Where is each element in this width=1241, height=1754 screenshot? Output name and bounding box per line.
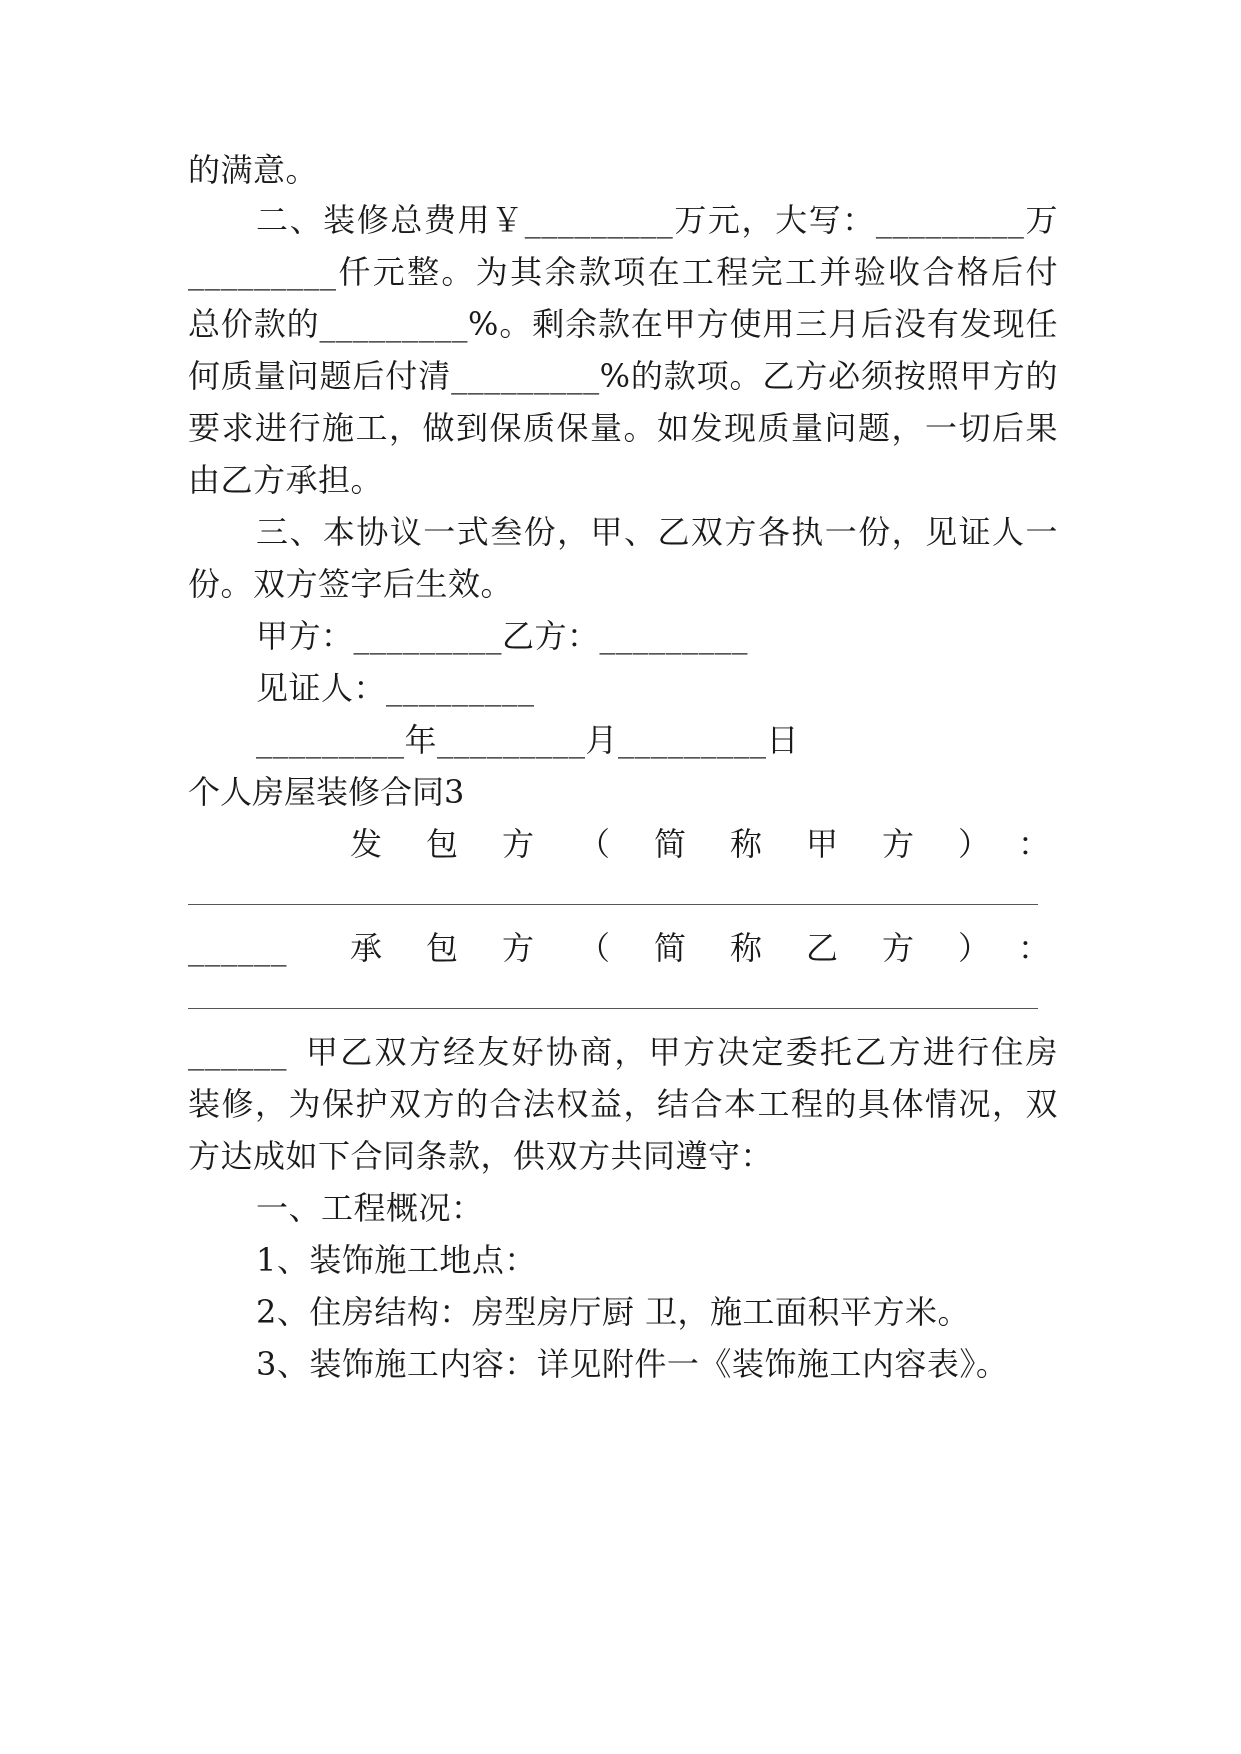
witness-line: 见证人：_________: [256, 669, 535, 707]
fill-in-blank: ______: [188, 1033, 287, 1071]
paragraph-line: 要求进行施工，做到保质保量。如发现质量问题，一切后果: [188, 409, 1058, 447]
signature-line: 甲方：_________乙方：_________: [256, 617, 749, 655]
fill-in-rule: [188, 1008, 1038, 1009]
paragraph-line: 何质量问题后付清_________%的款项。乙方必须按照甲方的: [188, 357, 1058, 395]
paragraph-line: 的满意。: [188, 151, 319, 189]
paragraph-line: 由乙方承担。: [188, 461, 384, 499]
section-item: 2、住房结构：房型房厅厨 卫，施工面积平方米。: [256, 1293, 971, 1331]
section-item: 3、装饰施工内容：详见附件一《装饰施工内容表》。: [256, 1345, 1009, 1383]
paragraph-line: _________仟元整。为其余款项在工程完工并验收合格后付: [188, 253, 1058, 291]
paragraph-line: 份。双方签字后生效。: [188, 565, 514, 603]
party-b-label: 承包方（简称乙方）：: [350, 929, 1050, 967]
paragraph-line: 总价款的_________%。剩余款在甲方使用三月后没有发现任: [188, 305, 1058, 343]
section-heading: 一、工程概况：: [256, 1189, 484, 1227]
paragraph-line: 三、本协议一式叁份，甲、乙双方各执一份，见证人一: [256, 513, 1058, 551]
contract-title: 个人房屋装修合同3: [188, 773, 465, 811]
paragraph-line: 装修，为保护双方的合法权益，结合本工程的具体情况，双: [188, 1085, 1058, 1123]
paragraph-line: 方达成如下合同条款，供双方共同遵守：: [188, 1137, 774, 1175]
paragraph-line: 二、装修总费用￥_________万元，大写：_________万: [256, 201, 1058, 239]
fill-in-rule: [188, 904, 1038, 905]
paragraph-line: 甲乙双方经友好协商，甲方决定委托乙方进行住房: [306, 1033, 1058, 1071]
date-line: _________年_________月_________日: [256, 721, 800, 759]
party-a-label: 发包方（简称甲方）：: [350, 825, 1050, 863]
fill-in-blank: ______: [188, 929, 287, 967]
section-item: 1、装饰施工地点：: [256, 1241, 537, 1279]
